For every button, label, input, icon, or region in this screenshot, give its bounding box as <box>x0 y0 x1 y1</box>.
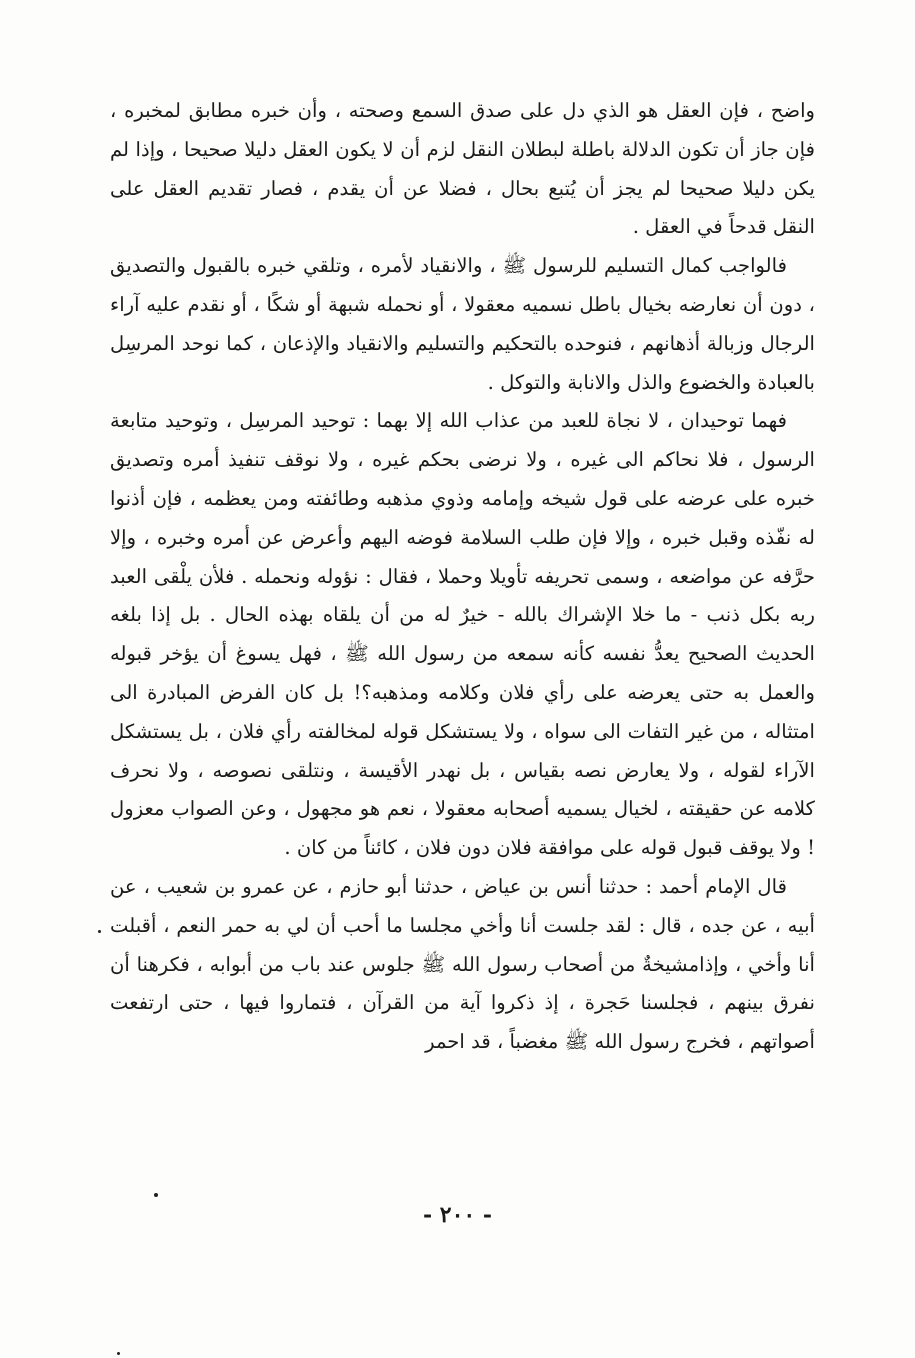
paragraph-1: واضح ، فإن العقل هو الذي دل على صدق السمع وصحته ، وأن خبره مطابق لمخبره ، فإن جاز أن تكون الدلالة باطلة لبطلان النقل لزم أن لا يكون العقل دليلا صحيحا ، وإذا لم يكن دليلا صحيحا لم يجز أن يُتبع بحال ، فضلا عن أن يقدم ، فصار تقديم العقل على النقل قدحاً في العقل . <box>110 99 815 239</box>
page-number: - ٢٠٠ - <box>422 1202 493 1228</box>
scan-speck <box>154 1193 158 1197</box>
body-text <box>110 92 815 1062</box>
paragraph-3: فهما توحيدان ، لا نجاة للعبد من عذاب الله إلا بهما : توحيد المرسِل ، وتوحيد متابعة الرسول ، فلا نحاكم الى غيره ، ولا نرضى بحكم غيره ، ولا نوقف تنفيذ أمره وتصديق خبره على عرضه على قول شيخه وإمامه وذوي مذهبه وطائفته ومن يعظمه ، فإن أذنوا له نفّذه وقبل خبره ، وإلا فإن طلب السلامة فوضه اليهم وأعرض عن أمره وخبره ، وإلا حرَّفه عن مواضعه ، وسمى تحريفه تأويلا وحملا ، فقال : نؤوله ونحمله . فلأن يلْقى العبد ربه بكل ذنب - ما خلا الإشراك بالله - خيرٌ له من أن يلقاه بهذه الحال . بل إذا بلغه الحديث الصحيح يعدُّ نفسه كأنه سمعه من رسول الله ﷺ ، فهل يسوغ أن يؤخر قبوله والعمل به حتى يعرضه على رأي فلان وكلامه ومذهبه؟! بل كان الفرض المبادرة الى امتثاله ، من غير التفات الى سواه ، ولا يستشكل قوله لمخالفته رأي فلان ، بل يستشكل الآراء لقوله ، ولا يعارض نصه بقياس ، بل نهدر الأقيسة ، ونتلقى نصوصه ، ولا نحرف كلامه عن حقيقته ، لخيال يسميه أصحابه معقولا ، نعم هو مجهول ، وعن الصواب معزول ! ولا يوقف قبول قوله على موافقة فلان دون فلان ، كائناً من كان . <box>110 409 815 860</box>
scan-speck <box>98 930 101 933</box>
paragraph-2: فالواجب كمال التسليم للرسول ﷺ ، والانقياد لأمره ، وتلقي خبره بالقبول والتصديق ، دون أن نعارضه بخيال باطل نسميه معقولا ، أو نحمله شبهة أو شكًا ، أو نقدم عليه آراء الرجال وزبالة أذهانهم ، فنوحده بالتحكيم والتسليم والانقياد والإذعان ، كما نوحد المرسِل بالعبادة والخضوع والذل والانابة والتوكل . <box>110 254 815 394</box>
paragraph-4: قال الإمام أحمد : حدثنا أنس بن عياض ، حدثنا أبو حازم ، عن عمرو بن شعيب ، عن أبيه ، عن جده ، قال : لقد جلست أنا وأخي مجلسا ما أحب أن لي به حمر النعم ، أقبلت أنا وأخي ، وإذامشيخةٌ من أصحاب رسول الله ﷺ جلوس عند باب من أبوابه ، فكرهنا أن نفرق بينهم ، فجلسنا حَجرة ، إذ ذكروا آية من القرآن ، فتماروا فيها ، حتى ارتفعت أصواتهم ، فخرج رسول الله ﷺ مغضباً ، قد احمر <box>110 874 815 1054</box>
scan-speck <box>117 1352 120 1355</box>
